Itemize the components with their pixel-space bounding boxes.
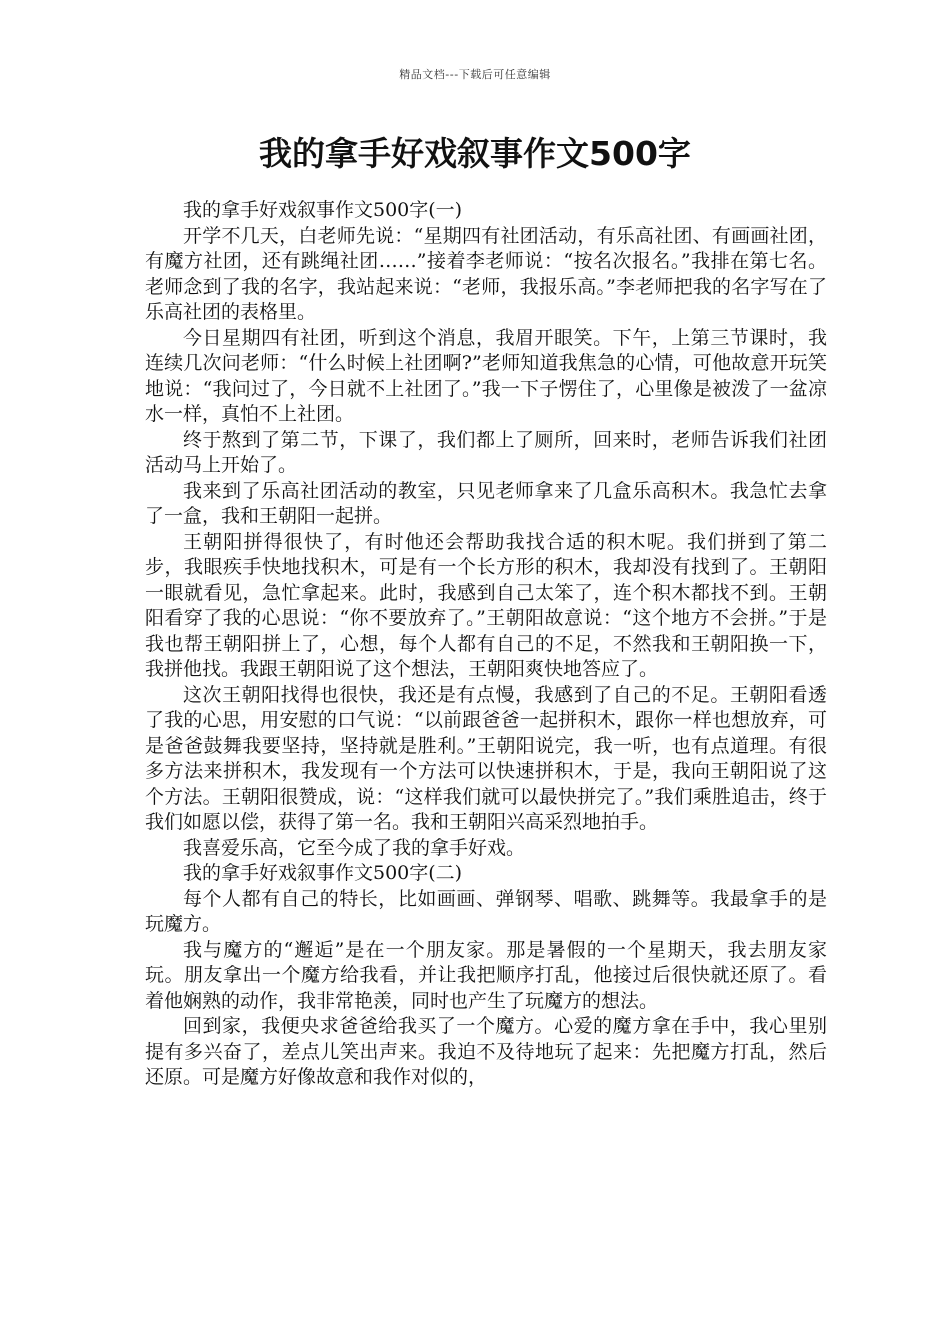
paragraph: 我与魔方的“邂逅”是在一个朋友家。那是暑假的一个星期天，我去朋友家玩。朋友拿出一个魔方给我看，并让我把顺序打乱，他接过后很快就还原了。看着他娴熟的动作，我非常艳羡，同时也产生了玩魔方的想法。 xyxy=(145,938,827,1012)
paragraph: 我喜爱乐高，它至今成了我的拿手好戏。 xyxy=(183,836,526,859)
document-title: 我的拿手好戏叙事作文500字 xyxy=(259,134,691,173)
paragraph: 我的拿手好戏叙事作文500字(二) xyxy=(183,862,463,884)
paragraph: 我的拿手好戏叙事作文500字(一) xyxy=(183,199,463,221)
paragraph: 这次王朝阳找得也很快，我还是有点慢，我感到了自己的不足。王朝阳看透了我的心思，用安慰的口气说：“以前跟爸爸一起拼积木，跟你一样也想放弃，可是爸爸鼓舞我要坚持，坚持就是胜利。”王朝阳说完，我一听，也有点道理。有很多方法来拼积木，我发现有一个方法可以快速拼积木，于是，我向王朝阳说了这个方法。王朝阳很赞成，说：“这样我们就可以最快拼完了。”我们乘胜追击，终于我们如愿以偿，获得了第一名。我和王朝阳兴高采烈地拍手。 xyxy=(145,683,827,833)
paragraph: 我来到了乐高社团活动的教室，只见老师拿来了几盒乐高积木。我急忙去拿了一盒，我和王朝阳一起拼。 xyxy=(145,479,827,527)
paragraph: 每个人都有自己的特长，比如画画、弹钢琴、唱歌、跳舞等。我最拿手的是玩魔方。 xyxy=(145,887,827,935)
paragraph: 回到家，我便央求爸爸给我买了一个魔方。心爱的魔方拿在手中，我心里别提有多兴奋了，差点儿笑出声来。我迫不及待地玩了起来：先把魔方打乱，然后还原。可是魔方好像故意和我作对似的， xyxy=(145,1015,827,1088)
paragraph: 王朝阳拼得很快了，有时他还会帮助我找合适的积木呢。我们拼到了第二步，我眼疾手快地找积木，可是有一个长方形的积木，我却没有找到了。王朝阳一眼就看见，急忙拿起来。此时，我感到自己太笨了，连个积木都找不到。王朝阳看穿了我的心思说：“你不要放弃了。”王朝阳故意说：“这个地方不会拼。”于是我也帮王朝阳拼上了，心想，每个人都有自己的不足，不然我和王朝阳换一下，我拼他找。我跟王朝阳说了这个想法，王朝阳爽快地答应了。 xyxy=(145,530,827,680)
document-body xyxy=(145,198,827,1091)
paragraph: 终于熬到了第二节，下课了，我们都上了厕所，回来时，老师告诉我们社团活动马上开始了。 xyxy=(145,428,827,476)
page-header: 精品文档---下载后可任意编辑 xyxy=(399,68,551,81)
paragraph: 开学不几天，白老师先说：“星期四有社团活动，有乐高社团、有画画社团，有魔方社团，还有跳绳社团……”接着李老师说：“按名次报名。”我排在第七名。老师念到了我的名字，我站起来说：“老师，我报乐高。”李老师把我的名字写在了乐高社团的表格里。 xyxy=(145,224,827,323)
paragraph: 今日星期四有社团，听到这个消息，我眉开眼笑。下午，上第三节课时，我连续几次问老师：“什么时候上社团啊?”老师知道我焦急的心情，可他故意开玩笑地说：“我问过了，今日就不上社团了。”我一下子愣住了，心里像是被泼了一盆凉水一样，真怕不上社团。 xyxy=(145,326,827,425)
